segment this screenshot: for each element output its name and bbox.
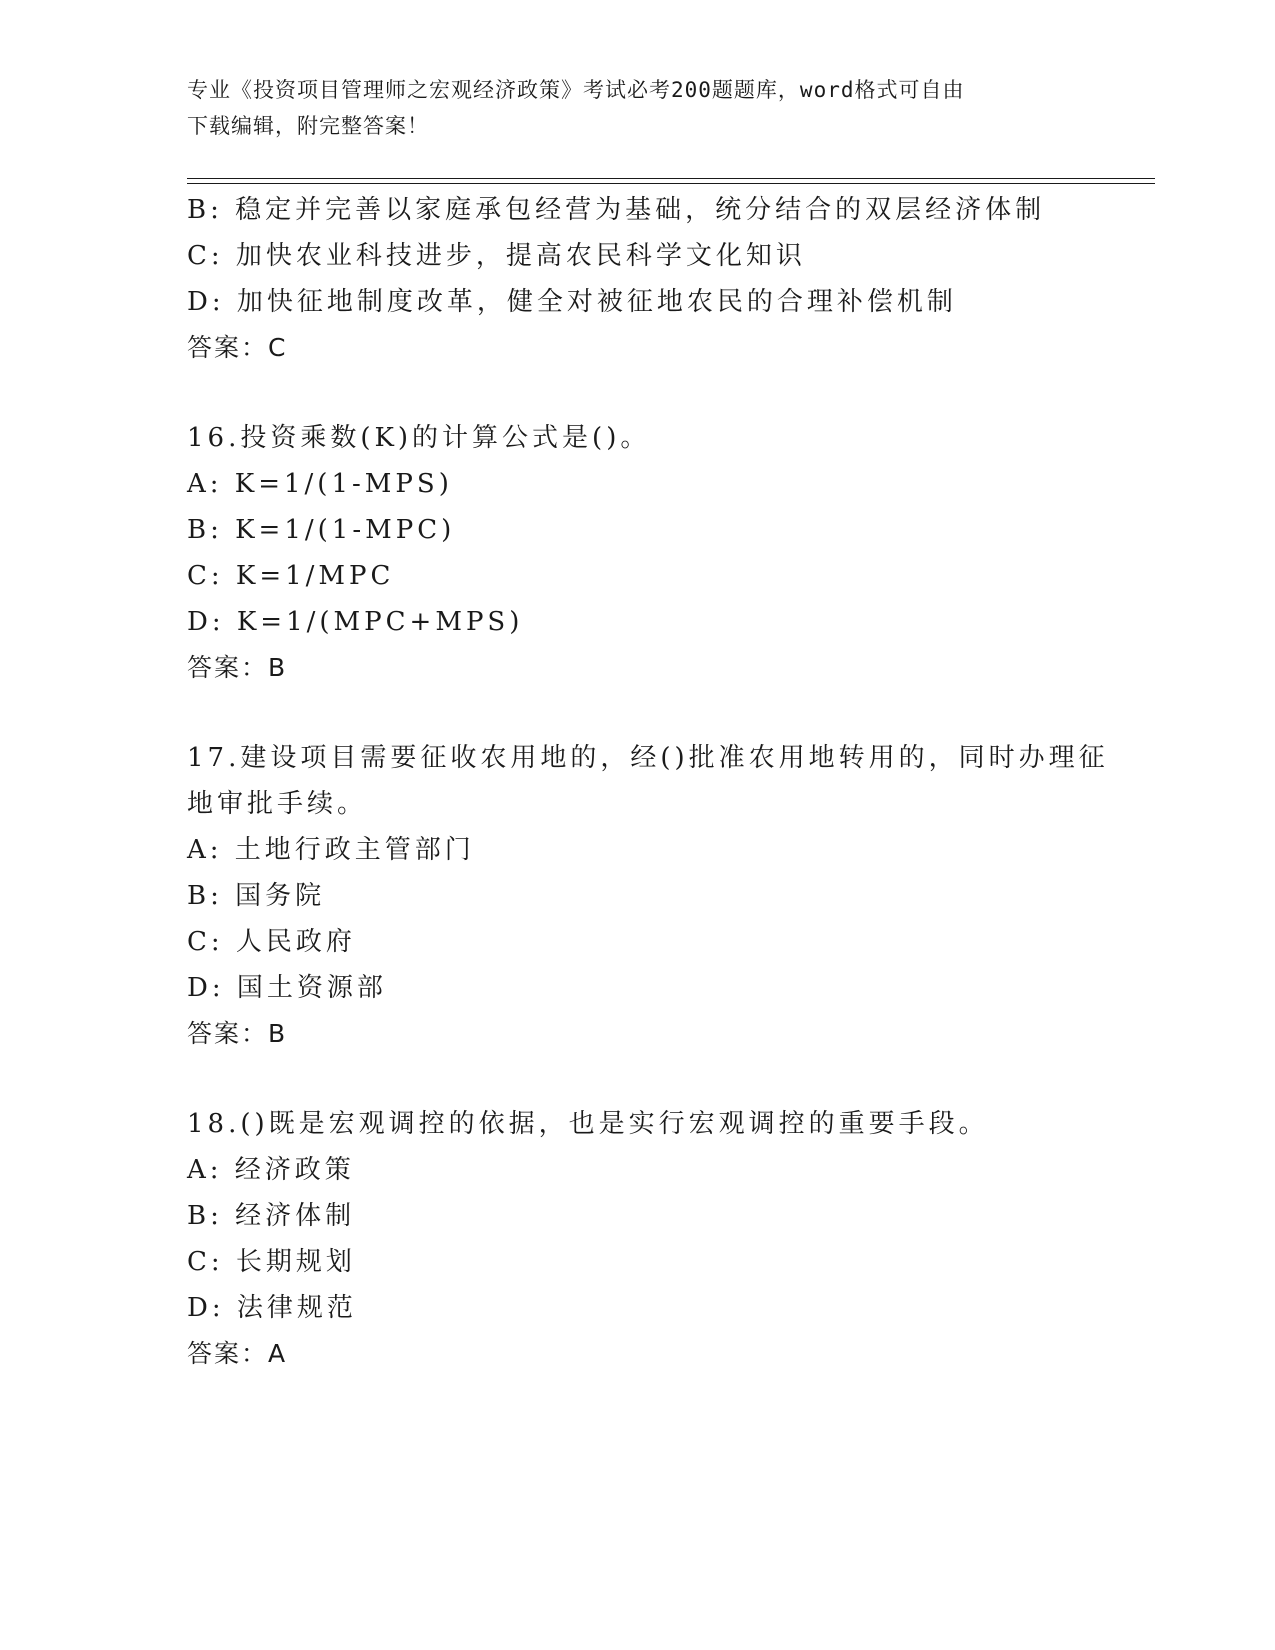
- option-a: A: 经济政策: [187, 1155, 355, 1185]
- spacer: [187, 1057, 1087, 1101]
- option-c: C: 加快农业科技进步，提高农民科学文化知识: [187, 241, 806, 271]
- document-header: [187, 72, 1067, 144]
- answer: 答案：B: [187, 1019, 288, 1048]
- option-a: A: K=1/(1-MPS): [187, 469, 453, 499]
- question-16: [187, 415, 1087, 691]
- answer: 答案：A: [187, 1339, 288, 1368]
- answer: 答案：C: [187, 333, 288, 362]
- spacer: [187, 371, 1087, 415]
- option-d: D: 法律规范: [187, 1293, 357, 1323]
- header-line-1: 专业《投资项目管理师之宏观经济政策》考试必考200题题库，word格式可自由: [187, 78, 965, 102]
- answer: 答案：B: [187, 653, 288, 682]
- question-stem-line-2: 地审批手续。: [187, 789, 368, 819]
- question-17: [187, 735, 1109, 1057]
- option-d: D: 国土资源部: [187, 973, 387, 1003]
- header-line-2: 下载编辑，附完整答案！: [187, 114, 429, 138]
- option-b: B: K=1/(1-MPC): [187, 515, 456, 545]
- header-divider-top: [187, 178, 1155, 179]
- header-divider-bottom: [187, 183, 1155, 184]
- option-c: C: K=1/MPC: [187, 561, 395, 591]
- option-a: A: 土地行政主管部门: [187, 835, 475, 865]
- question-15: [187, 187, 1087, 371]
- option-b: B: 经济体制: [187, 1201, 356, 1231]
- option-c: C: 长期规划: [187, 1247, 356, 1277]
- question-list: [187, 187, 1109, 1377]
- question-stem: 16.投资乘数(K)的计算公式是()。: [187, 423, 651, 453]
- question-stem-line-1: 17.建设项目需要征收农用地的，经()批准农用地转用的，同时办理征: [187, 743, 1109, 773]
- question-18: [187, 1101, 1087, 1377]
- question-stem: 18.()既是宏观调控的依据，也是实行宏观调控的重要手段。: [187, 1109, 989, 1139]
- option-d: D: K=1/(MPC+MPS): [187, 607, 524, 637]
- option-b: B: 国务院: [187, 881, 326, 911]
- option-d: D: 加快征地制度改革，健全对被征地农民的合理补偿机制: [187, 287, 957, 317]
- option-b: B: 稳定并完善以家庭承包经营为基础，统分结合的双层经济体制: [187, 195, 1046, 225]
- option-c: C: 人民政府: [187, 927, 356, 957]
- spacer: [187, 691, 1087, 735]
